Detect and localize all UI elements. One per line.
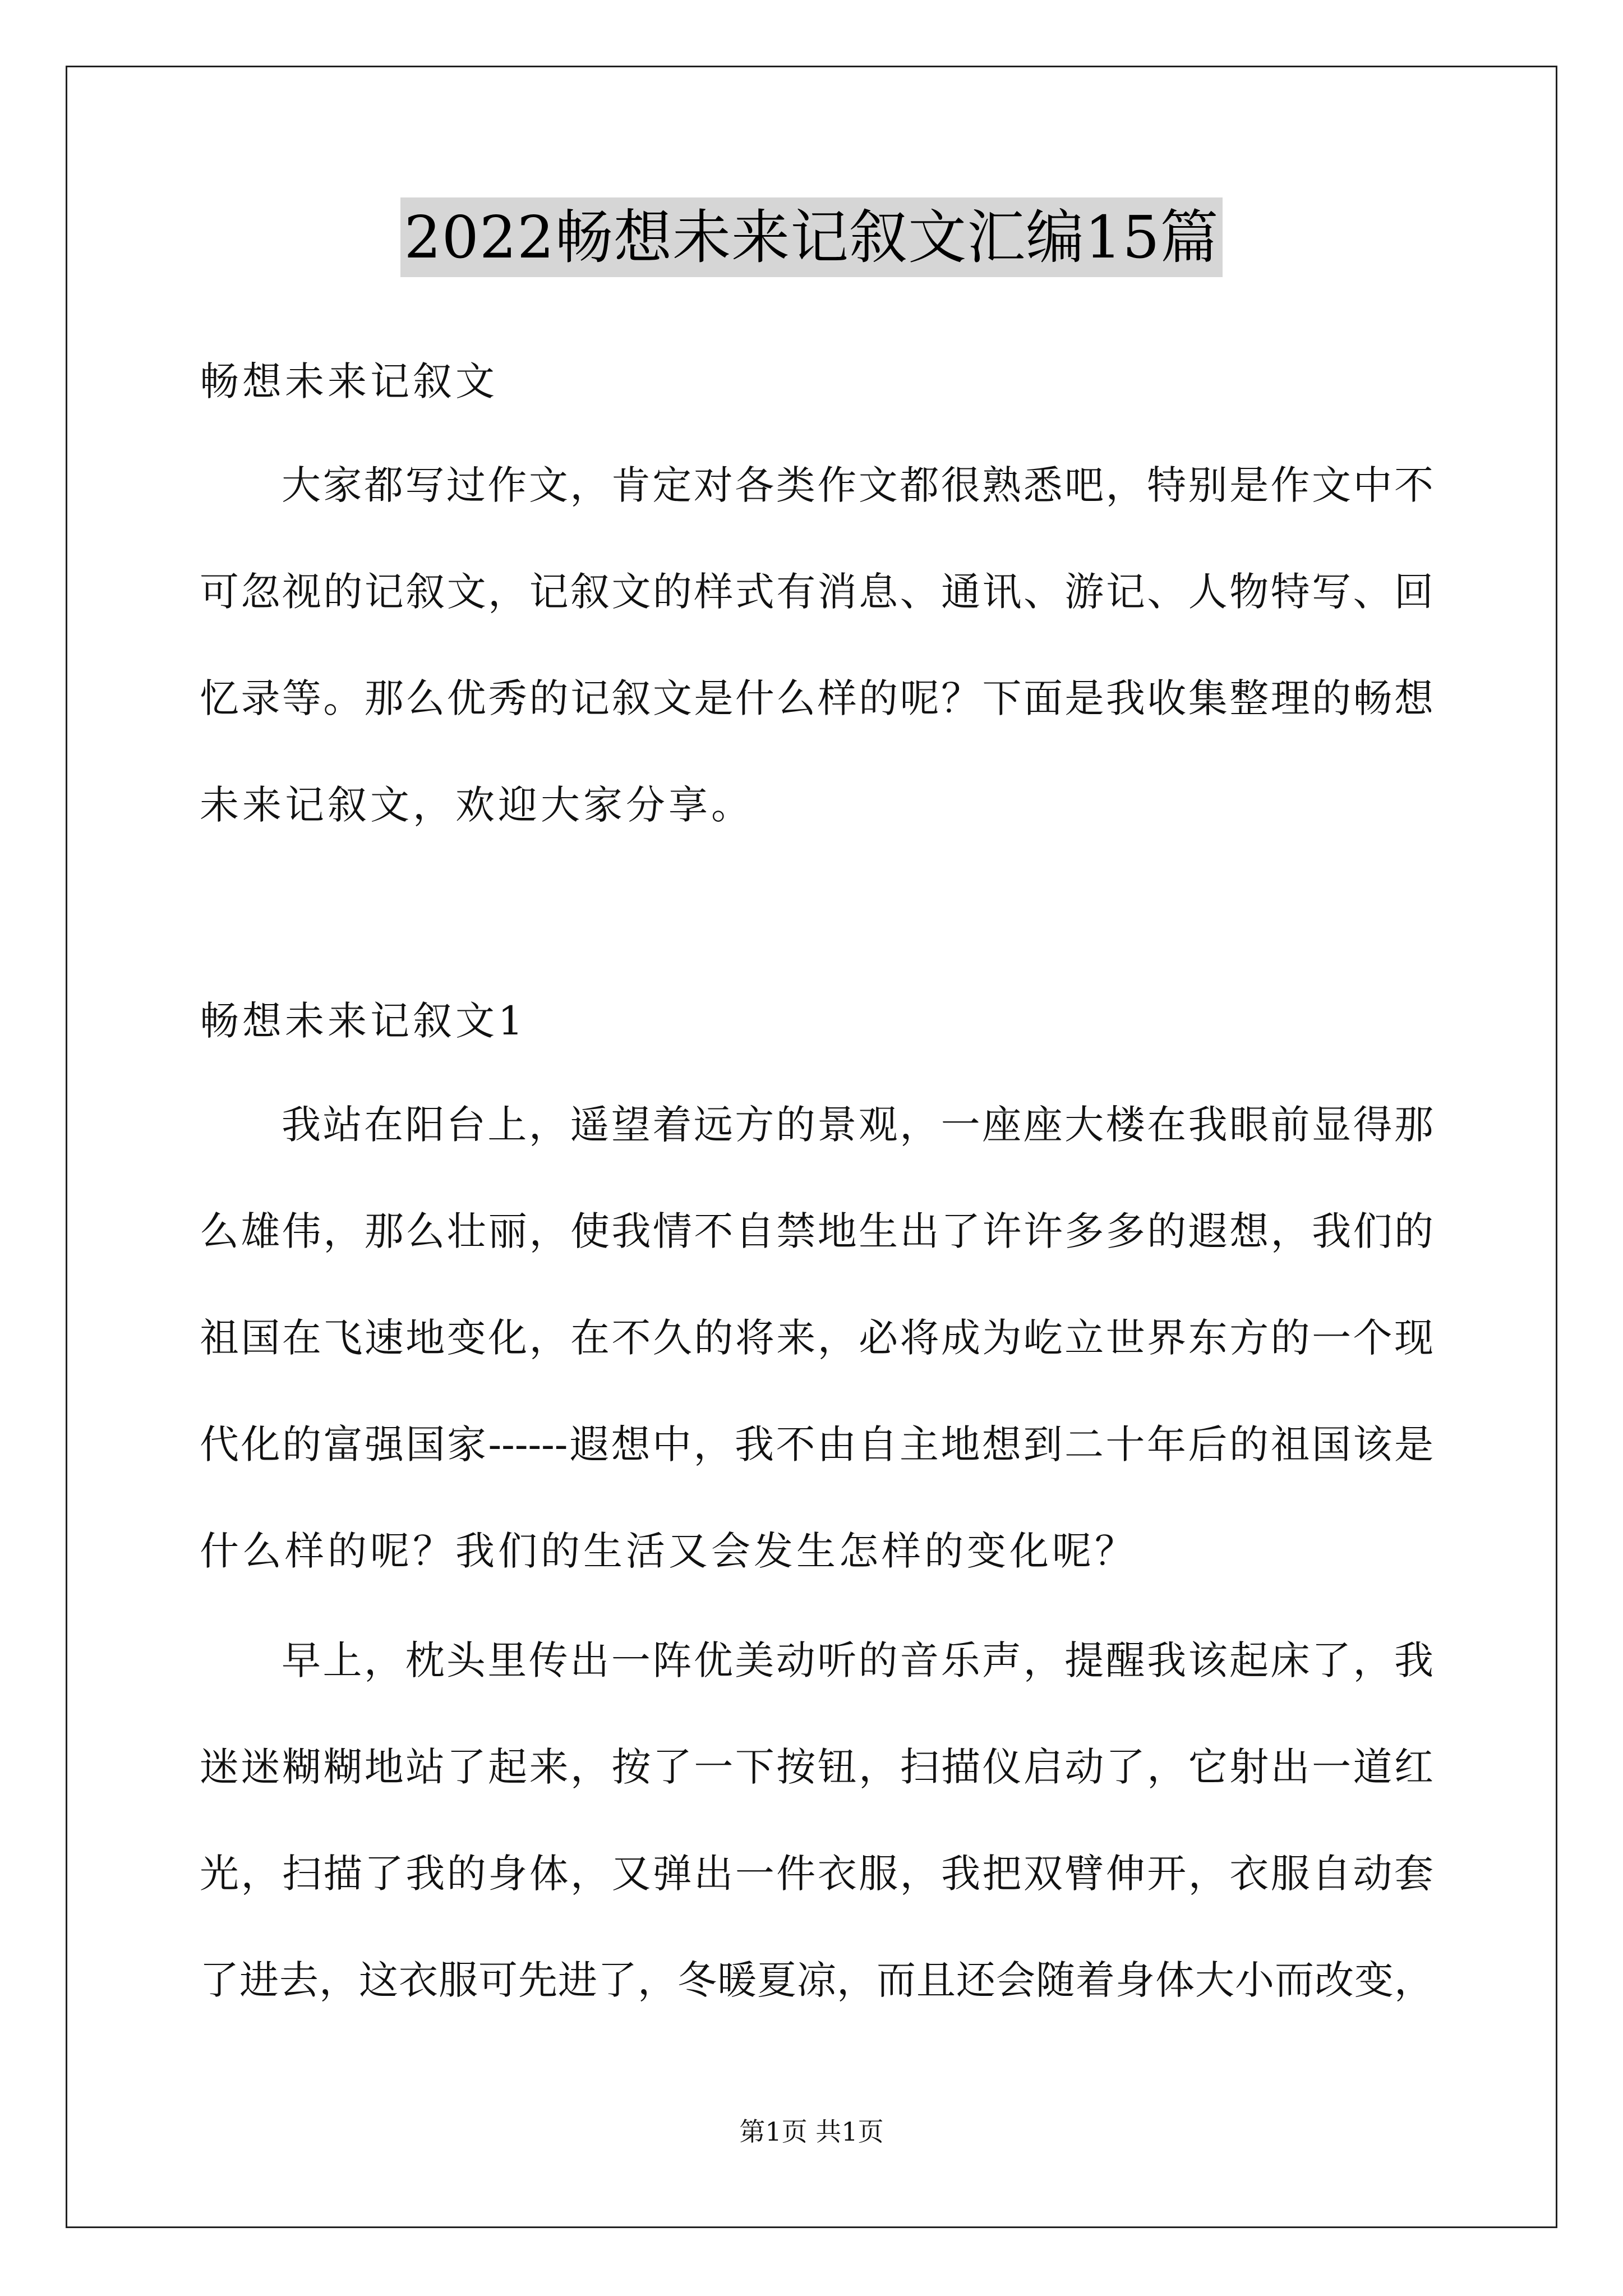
paragraph-line: 了进去，这衣服可先进了，冬暖夏凉，而且还会随着身体大小而改变， — [200, 1957, 1433, 2003]
paragraph-line: 么雄伟，那么壮丽，使我情不自禁地生出了许许多多的遐想，我们的 — [200, 1208, 1433, 1254]
paragraph-line: 光，扫描了我的身体，又弹出一件衣服，我把双臂伸开，衣服自动套 — [200, 1851, 1433, 1897]
page-footer: 第1页 共1页 — [739, 2116, 884, 2147]
paragraph-line: 什么样的呢？我们的生活又会发生怎样的变化呢？ — [200, 1528, 1137, 1574]
paragraph-line: 可忽视的记叙文，记叙文的样式有消息、通讯、游记、人物特写、回 — [200, 569, 1433, 615]
paragraph-line: 早上，枕头里传出一阵优美动听的音乐声，提醒我该起床了，我 — [282, 1637, 1433, 1683]
paragraph-line: 我站在阳台上，遥望着远方的景观，一座座大楼在我眼前显得那 — [282, 1102, 1433, 1148]
section-heading: 畅想未来记叙文1 — [200, 998, 527, 1044]
title-container — [0, 197, 1623, 277]
section-heading: 畅想未来记叙文 — [200, 358, 498, 404]
paragraph-line: 祖国在飞速地变化，在不久的将来，必将成为屹立世界东方的一个现 — [200, 1315, 1433, 1361]
paragraph-line: 大家都写过作文，肯定对各类作文都很熟悉吧，特别是作文中不 — [282, 462, 1433, 508]
paragraph-line: 未来记叙文，欢迎大家分享。 — [200, 782, 754, 828]
paragraph-line: 代化的富强国家------遐想中，我不由自主地想到二十年后的祖国该是 — [200, 1421, 1433, 1467]
document-title: 2022畅想未来记叙文汇编15篇 — [400, 197, 1222, 277]
paragraph-line: 迷迷糊糊地站了起来，按了一下按钮，扫描仪启动了，它射出一道红 — [200, 1744, 1433, 1790]
paragraph-line: 忆录等。那么优秀的记叙文是什么样的呢？下面是我收集整理的畅想 — [200, 675, 1433, 721]
